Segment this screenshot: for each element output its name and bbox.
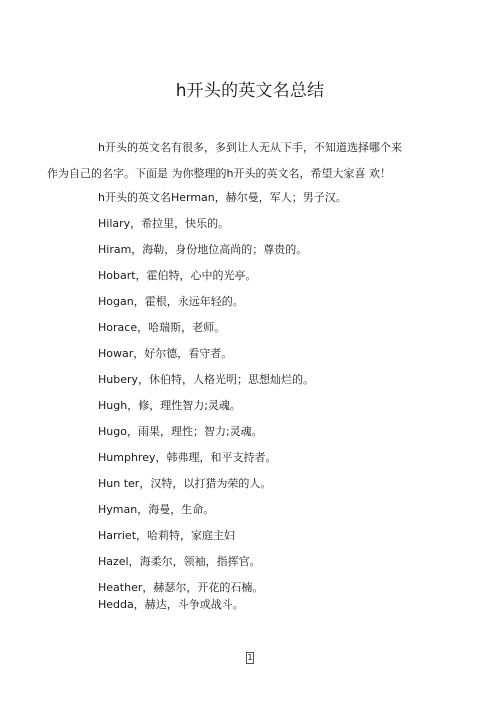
list-item: Hun ter，汉特，以打猎为荣的人。: [98, 477, 272, 490]
list-item: Hugh，修，理性智力;灵魂。: [98, 399, 241, 412]
intro-paragraph-line-2: 作为自己的名字。下面是 为你整理的h开头的英文名，希望大家喜 欢！: [47, 167, 391, 180]
name-list: [98, 190, 347, 623]
list-item: Hazel，海柔尔，领袖，指挥官。: [98, 555, 261, 568]
list-item: Hobart，霍伯特，心中的光亭。: [98, 269, 257, 282]
list-item: Howar，好尔德，看守者。: [98, 347, 233, 360]
list-item: Hilary，希拉里，快乐的。: [98, 217, 230, 230]
list-item: Humphrey，韩弗理，和平支持者。: [98, 451, 277, 464]
list-item: Hogan，霍根，永远年轻的。: [98, 295, 244, 308]
list-item: Hedda，赫达，斗争或战斗。: [98, 598, 244, 611]
list-item: Horace，哈瑞斯，老师。: [98, 321, 226, 334]
list-item: Hyman，海曼，生命。: [98, 503, 215, 516]
list-item: Harriet，哈莉特，家庭主妇: [98, 529, 235, 542]
list-item: h开头的英文名Herman，赫尔曼，军人；男子汉。: [98, 191, 347, 204]
list-item: Hugo，雨果，理性；智力;灵魂。: [98, 425, 263, 438]
list-item: Hubery，休伯特，人格光明；思想灿烂的。: [98, 373, 315, 386]
page-title: h开头的英文名总结: [175, 81, 325, 101]
page-number: 1: [247, 653, 253, 662]
list-item: Heather，赫瑟尔，开花的石楠。: [98, 581, 264, 594]
intro-paragraph-line-1: h开头的英文名有很多，多到让人无从下手，不知道选择哪个来: [98, 141, 402, 154]
list-item: Hiram，海勒，身份地位高尚的；尊贵的。: [98, 243, 308, 256]
